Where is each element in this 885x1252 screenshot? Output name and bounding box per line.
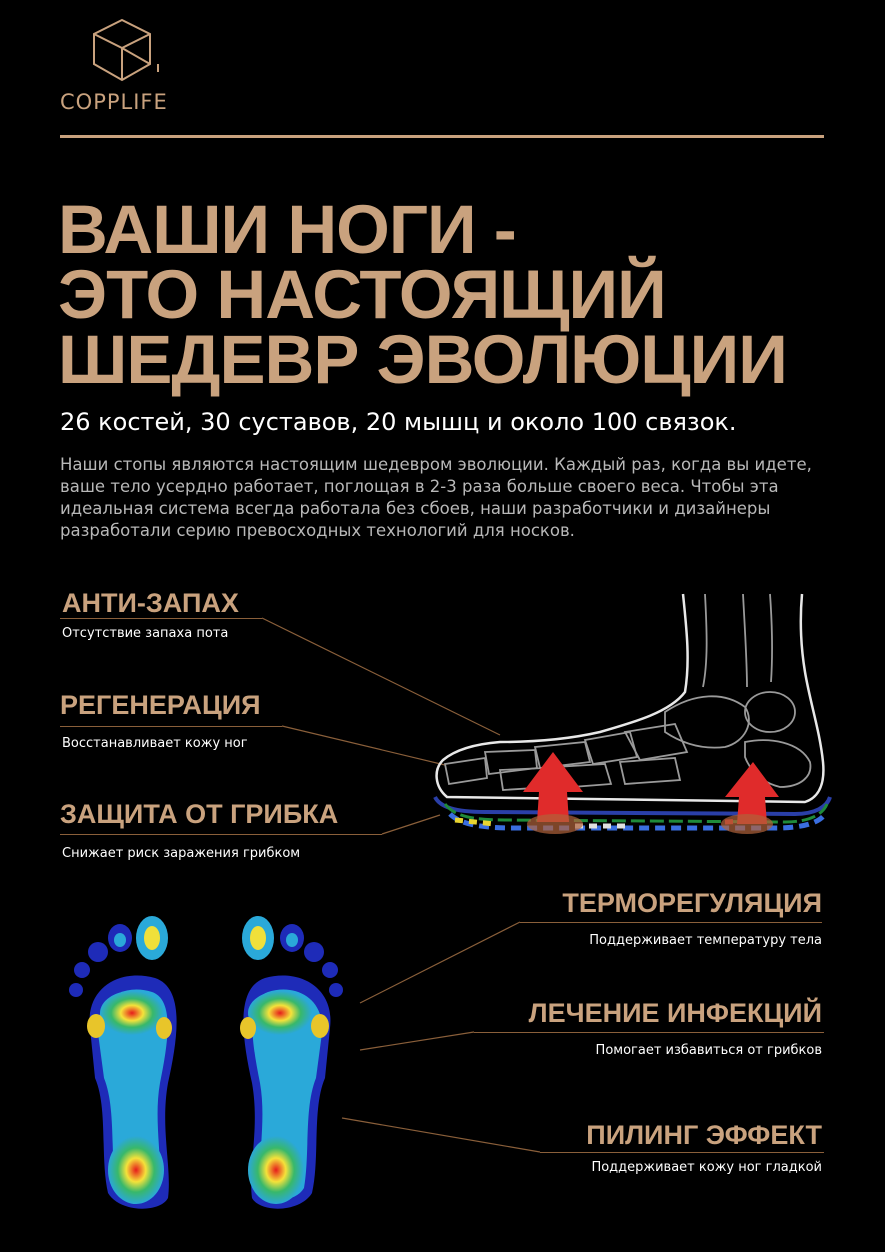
feature-subtitle-thermoregulation: Поддерживает температуру тела	[589, 933, 822, 948]
brand-name: COPPLIFE	[60, 90, 168, 114]
description: Наши стопы являются настоящим шедевром эволюции. Каждый раз, когда вы идете, ваше тело усердно работает, поглощая в 2-3 раза больше своего веса. Чтобы эта идеальная система всегда работала без сбоев, наши разработчики и дизайнеры разработали серию превосходных технологий для носков.	[60, 455, 812, 540]
left-foot	[69, 916, 177, 1209]
stats-line: 26 костей, 30 суставов, 20 мышц и около 100 связок.	[60, 408, 737, 436]
feature-subtitle-anti-odor: Отсутствие запаха пота	[62, 626, 229, 641]
feature-title-infection-treatment: ЛЕЧЕНИЕ ИНФЕКЦИЙ	[528, 998, 822, 1028]
feature-title-peeling-effect: ПИЛИНГ ЭФФЕКТ	[586, 1120, 822, 1150]
feature-title-anti-odor: АНТИ-ЗАПАХ	[62, 588, 239, 618]
feature-subtitle-peeling-effect: Поддерживает кожу ног гладкой	[591, 1160, 822, 1175]
feature-subtitle-infection-treatment: Помогает избавиться от грибков	[595, 1043, 822, 1058]
feature-title-regeneration: РЕГЕНЕРАЦИЯ	[60, 690, 261, 720]
feature-title-thermoregulation: ТЕРМОРЕГУЛЯЦИЯ	[562, 888, 822, 918]
feature-title-fungus-protection: ЗАЩИТА ОТ ГРИБКА	[60, 799, 339, 829]
feature-subtitle-regeneration: Восстанавливает кожу ног	[62, 736, 248, 751]
foot-skeleton-illustration	[425, 592, 845, 842]
headline-line-1: ВАШИ НОГИ -	[58, 191, 516, 268]
right-foot	[240, 916, 343, 1209]
headline-line-2: ЭТО НАСТОЯЩИЙ	[58, 256, 666, 333]
feature-subtitle-fungus-protection: Снижает риск заражения грибком	[62, 846, 301, 861]
foot-pressure-heatmap	[60, 908, 360, 1218]
headline-line-3: ШЕДЕВР ЭВОЛЮЦИИ	[58, 321, 787, 398]
